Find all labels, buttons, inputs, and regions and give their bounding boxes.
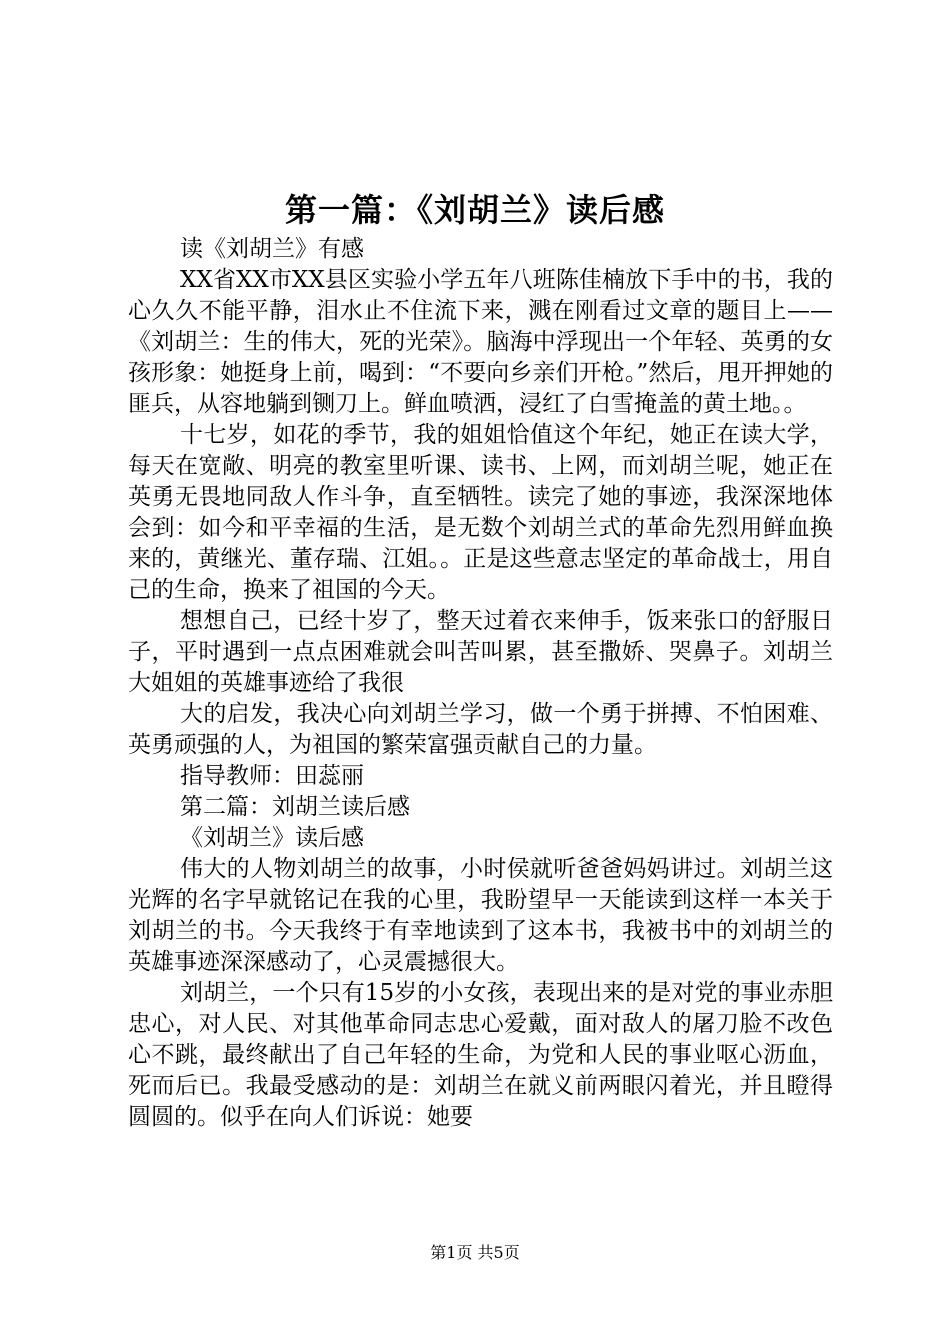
paragraph: XX省XX市XX县区实验小学五年八班陈佳楠放下手中的书，我的心久久不能平静，泪水止不住流下来，溅在刚看过文章的题目上——《刘胡兰：生的伟大，死的光荣》。脑海中浮现出一个年轻、英勇的女孩形象：她挺身上前，喝到：“不要向乡亲们开枪。”然后，甩开押她的匪兵，从容地躺到铡刀上。鲜血喷洒，浸红了白雪掩盖的黄土地。。 [128, 267, 833, 417]
paragraph: 大的启发，我决心向刘胡兰学习，做一个勇于拼搏、不怕困难、英勇顽强的人，为祖国的繁荣富强贡献自己的力量。 [128, 701, 833, 758]
paragraph-section-heading: 第二篇：刘胡兰读后感 [180, 794, 410, 820]
paragraph: 想想自己，已经十岁了，整天过着衣来伸手，饭来张口的舒服日子，平时遇到一点点困难就会叫苦叫累，甚至撒娇、哭鼻子。刘胡兰大姐姐的英雄事迹给了我很 [128, 608, 833, 696]
paragraph: 伟大的人物刘胡兰的故事，小时侯就听爸爸妈妈讲过。刘胡兰这光辉的名字早就铭记在我的心里，我盼望早一天能读到这样一本关于刘胡兰的书。今天我终于有幸地读到了这本书，我被书中的刘胡兰的英雄事迹深深感动了，心灵震撼很大。 [128, 856, 833, 975]
paragraph-subtitle: 读《刘胡兰》有感 [180, 236, 364, 262]
paragraph-teacher: 指导教师：田蕊丽 [180, 763, 364, 789]
document-title: 第一篇：《刘胡兰》读后感 [284, 191, 665, 229]
page-footer: 第1页 共5页 [430, 1243, 520, 1262]
document-body [128, 234, 833, 1133]
paragraph: 十七岁，如花的季节，我的姐姐恰值这个年纪，她正在读大学，每天在宽敞、明亮的教室里听课、读书、上网，而刘胡兰呢，她正在英勇无畏地同敌人作斗争，直至牺牲。读完了她的事迹，我深深地体会到：如今和平幸福的生活，是无数个刘胡兰式的革命先烈用鲜血换来的，黄继光、董存瑞、江姐。。正是这些意志坚定的革命战士，用自己的生命，换来了祖国的今天。 [128, 422, 833, 603]
paragraph-subtitle: 《刘胡兰》读后感 [180, 825, 364, 851]
paragraph: 刘胡兰，一个只有15岁的小女孩，表现出来的是对党的事业赤胆忠心，对人民、对其他革命同志忠心爱戴，面对敌人的屠刀脸不改色心不跳，最终献出了自己年轻的生命，为党和人民的事业呕心沥血，死而后已。我最受感动的是：刘胡兰在就义前两眼闪着光，并且瞪得圆圆的。似乎在向人们诉说：她要 [128, 980, 833, 1130]
